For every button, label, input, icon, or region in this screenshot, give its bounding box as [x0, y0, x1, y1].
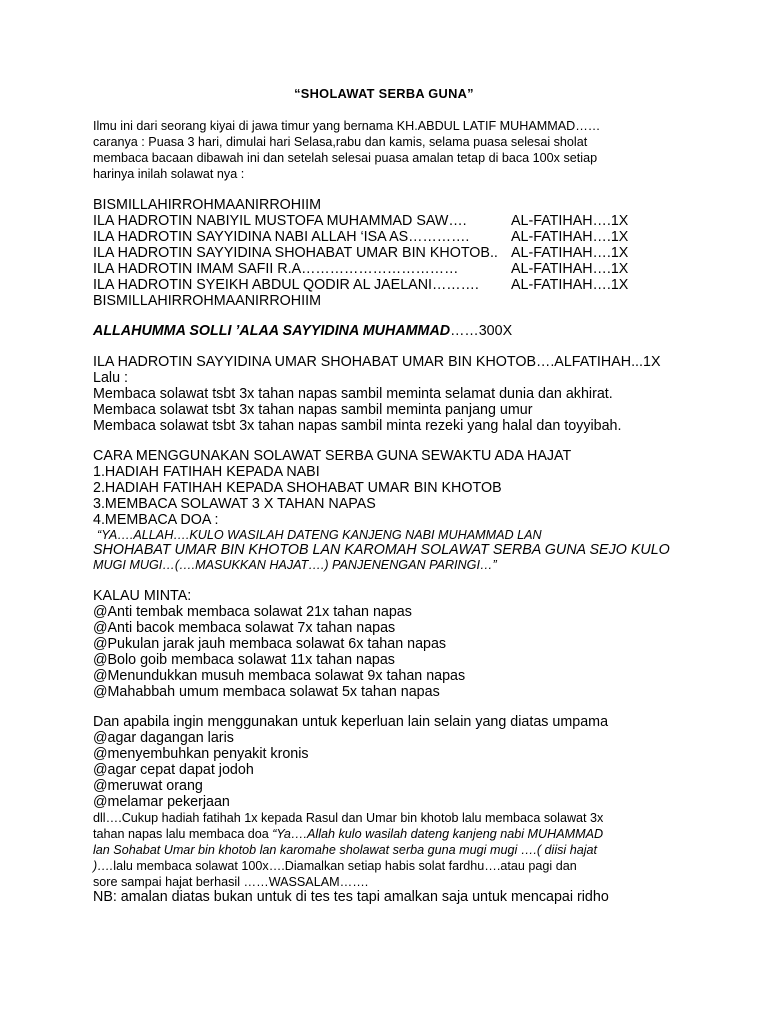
- cara-step: 2.HADIAH FATIHAH KEPADA SHOHABAT UMAR BIN KHOTOB: [93, 480, 502, 496]
- closing-line-5: sore sampai hajat berhasil ……WASSALAM…….: [93, 875, 369, 889]
- apabila-item: @melamar pekerjaan: [93, 794, 230, 810]
- hadroh-fatihah: AL-FATIHAH….1X: [511, 245, 629, 261]
- hadroh-line: ILA HADROTIN IMAM SAFII R.A……………………………: [93, 261, 459, 277]
- kalau-item: @Anti tembak membaca solawat 21x tahan napas: [93, 604, 412, 620]
- kalau-item: @Anti bacok membaca solawat 7x tahan napas: [93, 620, 396, 636]
- hadroh-fatihah: AL-FATIHAH….1X: [511, 261, 629, 277]
- intro-line-1: Ilmu ini dari seorang kiyai di jawa timur yang bernama KH.ABDUL LATIF MUHAMMAD……: [93, 119, 601, 133]
- intro-line-3: membaca bacaan dibawah ini dan setelah selesai puasa amalan tetap di baca 100x setiap: [93, 151, 598, 165]
- hadroh-fatihah: AL-FATIHAH….1X: [511, 277, 629, 293]
- apabila-item: @agar cepat dapat jodoh: [93, 762, 254, 778]
- closing-line-1: dll….Cukup hadiah fatihah 1x kepada Rasul dan Umar bin khotob lalu membaca solawat 3x: [93, 811, 604, 825]
- closing-line-4-plain: lalu membaca solawat 100x….Diamalkan setiap habis solat fardhu….atau pagi dan: [113, 859, 577, 873]
- sholawat-line: [93, 323, 512, 339]
- closing-line-4: [93, 858, 577, 874]
- kalau-item: @Mahabbah umum membaca solawat 5x tahan napas: [93, 684, 440, 700]
- closing-line-2-plain: tahan napas lalu membaca doa: [93, 827, 273, 841]
- intro-line-4: harinya inilah solawat nya :: [93, 167, 245, 181]
- doa-line-1: “YA….ALLAH….KULO WASILAH DATENG KANJENG NABI MUHAMMAD LAN: [97, 528, 542, 542]
- lalu-item: Membaca solawat tsbt 3x tahan napas sambil meminta selamat dunia dan akhirat.: [93, 386, 613, 402]
- bismillah-opening: BISMILLAHIRROHMAANIRROHIIM: [93, 197, 321, 213]
- cara-step: 1.HADIAH FATIHAH KEPADA NABI: [93, 464, 320, 480]
- hadroh-line: ILA HADROTIN SAYYIDINA SHOHABAT UMAR BIN KHOTOB..: [93, 245, 498, 261]
- apabila-item: @meruwat orang: [93, 778, 203, 794]
- cara-step: 3.MEMBACA SOLAWAT 3 X TAHAN NAPAS: [93, 496, 376, 512]
- sholawat-text: ALLAHUMMA SOLLI ’ALAA SAYYIDINA MUHAMMAD: [93, 323, 451, 339]
- nb-line: NB: amalan diatas bukan untuk di tes tes tapi amalkan saja untuk mencapai ridho: [93, 889, 609, 905]
- closing-line-3: [93, 842, 597, 858]
- closing-line-3-b: bin khotob lan karomahe sholawat serba guna mugi mugi ….( diisi hajat: [194, 843, 598, 857]
- hadroh-fatihah: AL-FATIHAH….1X: [511, 213, 629, 229]
- sholawat-count: ……300X: [450, 323, 513, 339]
- umar-line: ILA HADROTIN SAYYIDINA UMAR SHOHABAT UMAR BIN KHOTOB….ALFATIHAH...1X: [93, 354, 661, 370]
- lalu-item: Membaca solawat tsbt 3x tahan napas sambil minta rezeki yang halal dan toyyibah.: [93, 418, 622, 434]
- closing-line-4-italic: )….: [93, 859, 114, 873]
- apabila-item: @menyembuhkan penyakit kronis: [93, 746, 309, 762]
- hadroh-fatihah: AL-FATIHAH….1X: [511, 229, 629, 245]
- closing-line-2-italic: “Ya….Allah kulo wasilah dateng kanjeng nabi MUHAMMAD: [272, 827, 604, 841]
- doa-line-3: MUGI MUGI…(….MASUKKAN HAJAT….) PANJENENGAN PARINGI…”: [93, 558, 497, 572]
- cara-step: 4.MEMBACA DOA :: [93, 512, 219, 528]
- hadroh-line: ILA HADROTIN SYEIKH ABDUL QODIR AL JAELANI……….: [93, 277, 479, 293]
- kalau-item: @Bolo goib membaca solawat 11x tahan napas: [93, 652, 395, 668]
- kalau-item: @Menundukkan musuh membaca solawat 9x tahan napas: [93, 668, 466, 684]
- lalu-item: Membaca solawat tsbt 3x tahan napas sambil meminta panjang umur: [93, 402, 533, 418]
- intro-line-2: caranya : Puasa 3 hari, dimulai hari Selasa,rabu dan kamis, selama puasa selesai sholat: [93, 135, 588, 149]
- cara-heading: CARA MENGGUNAKAN SOLAWAT SERBA GUNA SEWAKTU ADA HAJAT: [93, 448, 572, 464]
- closing-line-2: [93, 826, 603, 842]
- apabila-heading: Dan apabila ingin menggunakan untuk keperluan lain selain yang diatas umpama: [93, 714, 609, 730]
- kalau-heading: KALAU MINTA:: [93, 588, 192, 604]
- hadroh-line: ILA HADROTIN NABIYIL MUSTOFA MUHAMMAD SAW….: [93, 213, 467, 229]
- bismillah-closing: BISMILLAHIRROHMAANIRROHIIM: [93, 293, 321, 309]
- doa-line-2: SHOHABAT UMAR BIN KHOTOB LAN KAROMAH SOLAWAT SERBA GUNA SEJO KULO: [93, 542, 670, 558]
- hadroh-line: ILA HADROTIN SAYYIDINA NABI ALLAH ‘ISA AS………….: [93, 229, 470, 245]
- apabila-item: @agar dagangan laris: [93, 730, 234, 746]
- lalu-label: Lalu :: [93, 370, 128, 386]
- closing-line-3-a: lan Sohabat Umar: [93, 843, 195, 857]
- document-title: “SHOLAWAT SERBA GUNA”: [294, 86, 474, 101]
- kalau-item: @Pukulan jarak jauh membaca solawat 6x tahan napas: [93, 636, 447, 652]
